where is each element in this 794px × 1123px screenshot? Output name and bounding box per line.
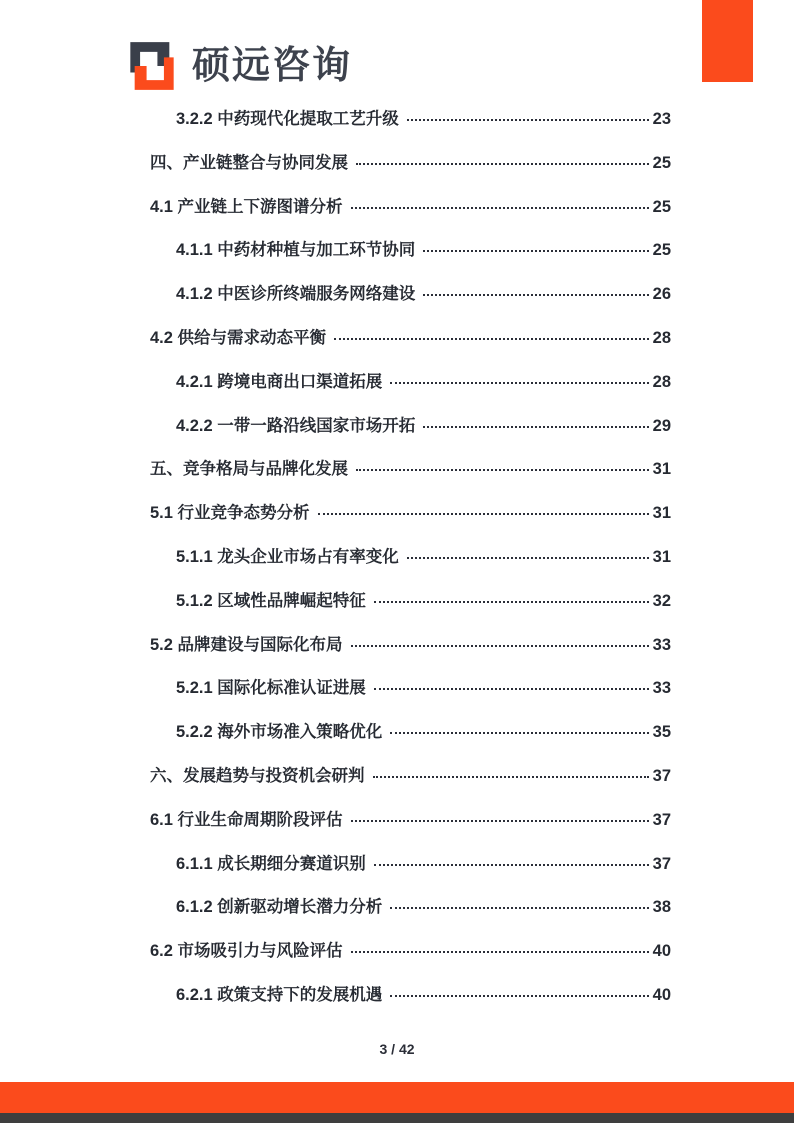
toc-entry[interactable]: [150, 138, 671, 182]
toc-dot-leader: [423, 426, 648, 428]
toc-entry[interactable]: [150, 970, 671, 1014]
toc-entry-page: 32: [652, 591, 671, 610]
toc-dot-leader: [334, 338, 649, 340]
toc-entry[interactable]: [150, 576, 671, 620]
toc-entry[interactable]: [150, 707, 671, 751]
toc-entry-page: 38: [652, 898, 671, 917]
toc-entry-label: 6.1 行业生命周期阶段评估: [150, 810, 343, 829]
toc-entry[interactable]: [150, 182, 671, 226]
toc-entry[interactable]: [150, 663, 671, 707]
toc-entry-page: 37: [652, 810, 671, 829]
toc-entry-label: 6.1.2 创新驱动增长潜力分析: [176, 898, 383, 917]
toc-entry[interactable]: [150, 225, 671, 269]
toc-entry-page: 40: [652, 985, 671, 1004]
toc-dot-leader: [374, 601, 649, 603]
toc-entry-page: 29: [652, 416, 671, 435]
toc-entry-label: 4.2 供给与需求动态平衡: [150, 328, 327, 347]
toc-entry-label: 3.2.2 中药现代化提取工艺升级: [176, 110, 399, 128]
toc-entry-page: 28: [652, 372, 671, 391]
toc-entry[interactable]: [150, 751, 671, 795]
toc-entry-page: 31: [652, 547, 671, 566]
brand-name: 硕远咨询: [192, 45, 353, 87]
toc-entry-label: 4.2.2 一带一路沿线国家市场开拓: [176, 416, 416, 435]
toc-entry-label: 4.1.1 中药材种植与加工环节协同: [176, 241, 416, 260]
toc-dot-leader: [351, 645, 649, 647]
toc-dot-leader: [351, 820, 649, 822]
toc-entry-label: 5.1 行业竞争态势分析: [150, 504, 310, 523]
toc-entry-page: 37: [652, 766, 671, 785]
toc-entry-page: 25: [652, 241, 671, 260]
toc-entry-page: 23: [652, 110, 671, 128]
toc-entry[interactable]: [150, 488, 671, 532]
toc-dot-leader: [423, 250, 648, 252]
toc-entry-label: 4.1 产业链上下游图谱分析: [150, 197, 343, 216]
brand-logo-icon: [125, 40, 179, 92]
toc-entry-label: 6.2.1 政策支持下的发展机遇: [176, 985, 383, 1004]
toc-entry-page: 31: [652, 504, 671, 523]
toc-entry[interactable]: [150, 401, 671, 445]
toc-dot-leader: [356, 163, 649, 165]
toc-entry-label: 4.2.1 跨境电商出口渠道拓展: [176, 372, 383, 391]
toc-entry-label: 5.2 品牌建设与国际化布局: [150, 635, 343, 654]
toc-entry-page: 33: [652, 679, 671, 698]
toc-dot-leader: [390, 732, 648, 734]
toc-dot-leader: [423, 294, 648, 296]
toc-entry-page: 33: [652, 635, 671, 654]
toc-dot-leader: [374, 864, 649, 866]
toc-dot-leader: [407, 119, 649, 121]
toc-entry-label: 六、发展趋势与投资机会研判: [150, 766, 365, 785]
toc-entry[interactable]: [150, 926, 671, 970]
corner-accent-rectangle: [702, 0, 753, 82]
toc-entry-page: 40: [652, 942, 671, 961]
table-of-contents: [150, 94, 671, 1014]
toc-entry-label: 5.2.1 国际化标准认证进展: [176, 679, 366, 698]
toc-dot-leader: [373, 776, 649, 778]
toc-entry[interactable]: [150, 357, 671, 401]
toc-dot-leader: [351, 951, 649, 953]
toc-entry-label: 4.1.2 中医诊所终端服务网络建设: [176, 285, 416, 304]
toc-dot-leader: [390, 995, 648, 997]
footer-accent-bar: [0, 1082, 794, 1113]
page-number-indicator: 3 / 42: [379, 1041, 415, 1057]
toc-entry-page: 35: [652, 723, 671, 742]
toc-entry-label: 5.2.2 海外市场准入策略优化: [176, 723, 383, 742]
toc-entry-label: 5.1.2 区域性品牌崛起特征: [176, 591, 366, 610]
toc-entry-page: 31: [652, 460, 671, 479]
toc-entry-page: 28: [652, 328, 671, 347]
toc-entry-label: 6.1.1 成长期细分赛道识别: [176, 854, 366, 873]
toc-dot-leader: [390, 907, 648, 909]
toc-entry-label: 四、产业链整合与协同发展: [150, 153, 348, 172]
toc-entry-page: 25: [652, 153, 671, 172]
toc-entry-label: 五、竞争格局与品牌化发展: [150, 460, 348, 479]
toc-entry[interactable]: [150, 94, 671, 138]
toc-entry[interactable]: [150, 882, 671, 926]
toc-dot-leader: [390, 382, 648, 384]
toc-dot-leader: [374, 688, 649, 690]
toc-entry[interactable]: [150, 313, 671, 357]
toc-entry[interactable]: [150, 532, 671, 576]
toc-entry-page: 25: [652, 197, 671, 216]
toc-entry-label: 6.2 市场吸引力与风险评估: [150, 942, 343, 961]
toc-entry-label: 5.1.1 龙头企业市场占有率变化: [176, 547, 399, 566]
toc-entry[interactable]: [150, 269, 671, 313]
toc-entry[interactable]: [150, 839, 671, 883]
toc-entry[interactable]: [150, 620, 671, 664]
toc-entry[interactable]: [150, 795, 671, 839]
toc-dot-leader: [356, 469, 649, 471]
toc-entry[interactable]: [150, 444, 671, 488]
toc-dot-leader: [318, 513, 649, 515]
footer-dark-bar: [0, 1113, 794, 1123]
toc-entry-page: 37: [652, 854, 671, 873]
brand-logo: [125, 40, 352, 92]
toc-entry-page: 26: [652, 285, 671, 304]
toc-dot-leader: [407, 557, 649, 559]
toc-dot-leader: [351, 207, 649, 209]
